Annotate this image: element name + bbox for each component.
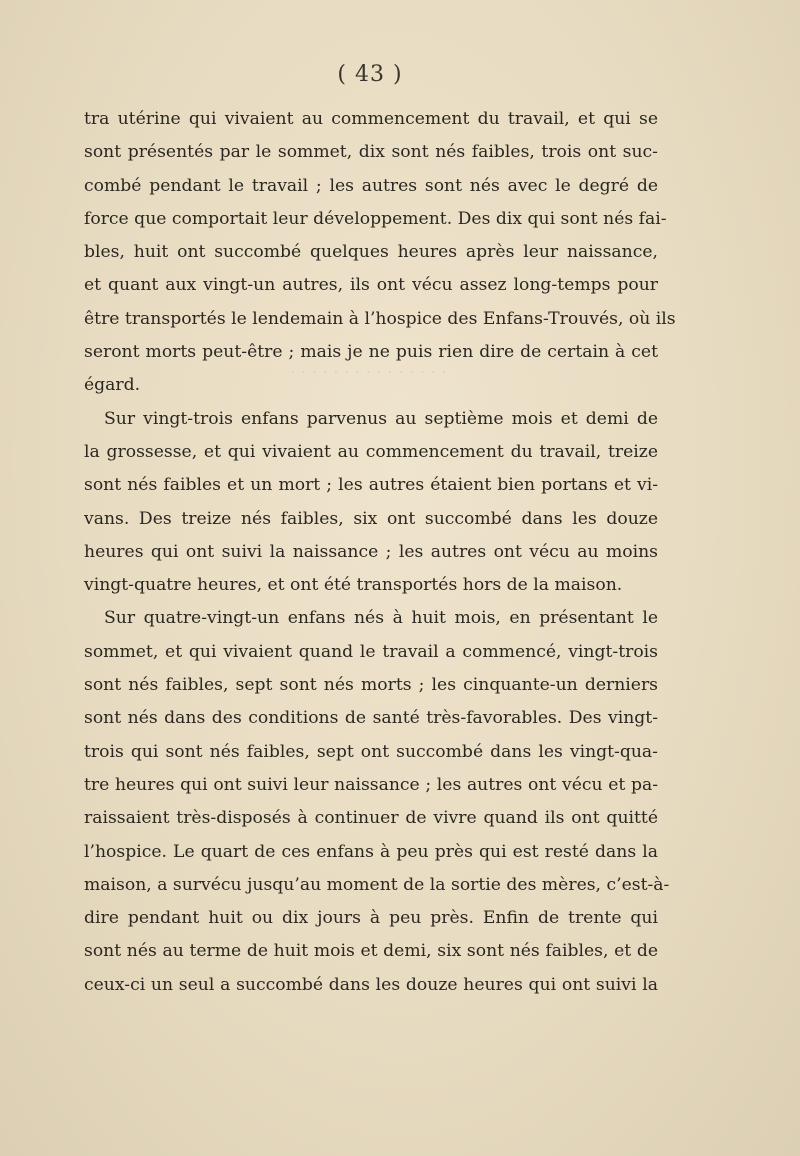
text-line: force que comportait leur développement. Des dix qui sont nés fai- [84,208,667,229]
text-line: Sur quatre-vingt-un enfans nés à huit mois, en présentant le [104,608,658,629]
text-line: maison, a survécu jusqu’au moment de la sortie des mères, c’est-à- [84,874,670,895]
text-line: ceux-ci un seul a succombé dans les douze heures qui ont suivi la [84,974,658,995]
text-line: et quant aux vingt-un autres, ils ont vécu assez long-temps pour [84,275,658,296]
text-line: sont nés au terme de huit mois et demi, six sont nés faibles, et de [84,941,658,962]
text-line: la grossesse, et qui vivaient au commencement du travail, treize [84,441,658,462]
show-through-text: · · · · · · · · · · · · · · · [290,363,447,383]
text-line: vans. Des treize nés faibles, six ont succombé dans les douze [84,508,658,529]
text-line: heures qui ont suivi la naissance ; les autres ont vécu au moins [84,541,658,562]
text-line: sont présentés par le sommet, dix sont nés faibles, trois ont suc- [84,142,658,163]
text-line: combé pendant le travail ; les autres sont nés avec le degré de [84,175,658,196]
body-text [84,103,676,1002]
text-line: dire pendant huit ou dix jours à peu près. Enfin de trente qui [84,908,658,929]
text-line: égard. [84,375,141,396]
text-line: raissaient très-disposés à continuer de vivre quand ils ont quitté [84,808,658,829]
page-number: ( 43 ) [337,62,403,87]
text-line: sont nés faibles, sept sont nés morts ; les cinquante-un derniers [84,675,658,696]
text-line: sont nés faibles et un mort ; les autres étaient bien portans et vi- [84,475,658,496]
text-line: Sur vingt-trois enfans parvenus au septième mois et demi de [104,408,658,429]
text-line: sommet, et qui vivaient quand le travail a commencé, vingt-trois [84,641,658,662]
text-line: vingt-quatre heures, et ont été transportés hors de la maison. [84,575,623,596]
text-line: être transportés le lendemain à l’hospice des Enfans-Trouvés, où ils [84,308,676,329]
text-line: tra utérine qui vivaient au commencement du travail, et qui se [84,109,658,129]
text-line: l’hospice. Le quart de ces enfans à peu près qui est resté dans la [84,841,658,862]
text-line: trois qui sont nés faibles, sept ont succombé dans les vingt-qua- [84,741,658,762]
text-line: bles, huit ont succombé quelques heures après leur naissance, [84,242,658,263]
text-line: seront morts peut-être ; mais je ne puis rien dire de certain à cet [84,342,658,363]
text-line: tre heures qui ont suivi leur naissance ; les autres ont vécu et pa- [84,774,658,795]
text-line: sont nés dans des conditions de santé très-favorables. Des vingt- [84,708,658,729]
